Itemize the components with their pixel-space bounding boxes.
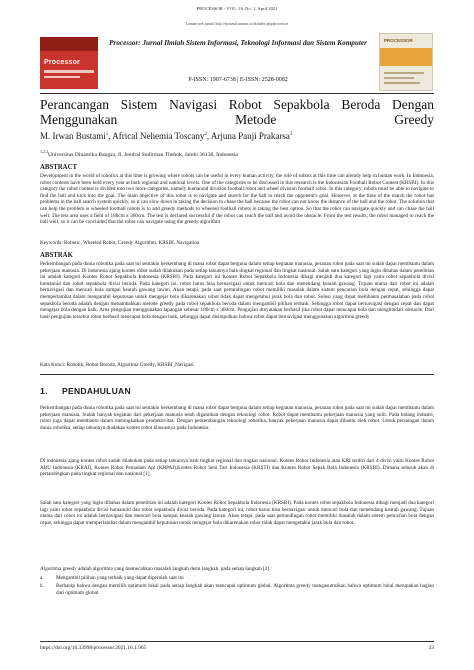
logo-text: Processor bbox=[44, 59, 81, 66]
affiliation-text: Universitas Dinamika Bangsa, Jl. Jendral Sudirman Thehok, Jambi 36138, Indonesia bbox=[48, 151, 238, 158]
intro-paragraph-4: Algoritma greedy adalah algoritma yang memecahkan masalah langkah demi langkah, pada setiap langkah [2] : bbox=[40, 566, 272, 572]
journal-issn: P-ISSN: 1907-6738 | E-ISSN: 2528-0082 bbox=[188, 77, 288, 83]
author-affiliation bbox=[40, 149, 434, 158]
intro-paragraph-3: Salah satu kategori yang ingin dibahas dalam penelitian ini adalah kategori Kontes Robot Sepakbola Indonesia (KRSBI). Pada kontes robot sepakbola Indonesia dibagi menjadi dua kategori lagi yaitu robot sepakbola divisi humanoid dan robot sepakbola divisi beroda. Pada kategori ini, robot harus bisa bernavigasi untuk mencari bola dan menendang kearah gawang. Tujuan utama dari robot ini adalah bernavigasi dan mencari bola sampai kearah gawang lawan. Akan tetapi, pada saat pertandingan robot memiliki masalah dalam sistem pencarian bola dengan cepat, sehingga dapat memperlambat dalam mengambil keputusan untuk mengejar bola dikarenakan robot tidak dapat mengetahui jarak bola dan robot. bbox=[40, 500, 434, 526]
affiliation-sup: 1,2,3 bbox=[40, 149, 48, 154]
author-1-sup: 1 bbox=[105, 132, 109, 137]
cover-decor-line bbox=[384, 82, 420, 84]
author-3: , Arjuna Panji Prakarsa bbox=[206, 131, 290, 141]
cover-decor-line bbox=[384, 77, 414, 79]
list-item-marker: b. bbox=[40, 583, 44, 589]
page-number: 33 bbox=[428, 645, 434, 651]
abstrak-heading: ABSTRAK bbox=[40, 252, 73, 259]
author-2-sup: 2 bbox=[204, 132, 207, 137]
logo-decor-line bbox=[44, 76, 80, 78]
abstract-heading: ABSTRACT bbox=[40, 164, 78, 171]
footer-doi-link[interactable]: https://doi.org/10.33998/processor.2021.16.1.965 bbox=[40, 645, 147, 651]
cover-decor-line bbox=[384, 72, 424, 74]
abstract-divider bbox=[40, 374, 434, 375]
intro-paragraph-1: Perkembangan pada dunia robotika pada saat ini semakin berkembang di mana robot dapat berguna dalam setiap kegiatan manusia, peranan robot pada saat ini sudah dapat membantu dalam pekerjaan manusia. Sudah banyak kegiatan dari pekerjaan manusia telah digantikan dengan teknologi robot. Robot dapat membantu pekerjaan manusia yang sulit. Pada bidang industri, robot juga dapat membantu dalam meningkatkan produktivitas. Dengan perkembangan teknologi robotika, banyak pekerjaan manusia dapat dibantu oleh robot. Untuk persaingan dalam dunia robotika, setiap tahunnya diadakan kontes robot khususnya pada Indonesia. bbox=[40, 405, 434, 431]
logo-top-band bbox=[40, 37, 98, 51]
journal-title: Processor: Jurnal Ilmiah Sistem Informasi, Teknologi Informasi dan Sistem Komputer bbox=[109, 39, 367, 47]
cover-band bbox=[380, 48, 432, 66]
author-3-sup: 3 bbox=[289, 132, 293, 137]
section-heading bbox=[40, 386, 131, 396]
section-title: PENDAHULUAN bbox=[62, 386, 131, 396]
abstract-keywords: Keywords: Robotic, Wheeled Robot, Greedy Algorithm, KRSBI, Navigation bbox=[40, 240, 200, 246]
list-item-text: Berharap bahwa dengan memilih optimum lokal pada setiap langkah akan mencapai optimum global. Algoritma greedy mengasumsikan bahwa optimum lokal merupakan bagian dari optimum global bbox=[56, 583, 434, 596]
cover-text: PROCESSOR bbox=[384, 38, 413, 43]
journal-logo bbox=[40, 37, 98, 89]
article-title: Perancangan Sistem Navigasi Robot Sepakbola Beroda Dengan Menggunakan Metode Greedy bbox=[40, 97, 434, 127]
journal-cover-image bbox=[379, 33, 433, 91]
author-1: M. Irwan Bustami bbox=[40, 131, 106, 141]
abstrak-text: Perkembangan pada dunia robotika pada saat ini semakin berkembang di mana robot dapat berguna dalam setiap kegiatan manusia, peranan robot pada saat ini sudah dapat membantu dalam pekerjaan manusia. Di indonesia ajang kontes robot sudah dilakukan pada setiap tahunnya baik tingkat regional dan tingkat nasional. Salah satu kategori yang ingin dibahas dalam penelitian ini adalah kategori Kontes Robot Sepakbola Indonesia (KRSBI). Pada kategori ini Kontes Robot Sepakbola Indonesia dibagi menjadi dua kategori lagi yaitu robot sepakbola divisi humanoid dan robot sepakbola divisi beroda. Pada kategori ini, robot harus bisa bernavigasi untuk mencari bola dan menendang kearah gawang. Tujuan utama dari robot ini adalah bernavigasi dan mencari bola sampai kearah gawang lawan. Akan tetapi, pada saat pertandingan robot memiliki masalah dalam sistem pencarian bola dengan cepat, sehingga dapat memperlambat dalam mengambil keputusan untuk mengejar bola dikarenakan robot tidak dapat mengetahui jarak bola dan robot. Solusi yang dapat membantu permasalahan pada robot sepakbola beroda adalah dengan menambahkan metode greedy pada robot sepakbola beroda dalam mengambil pilihan terbaik. Sehingga robot dapat bernavigasi dengan cepat dan dapat mengejar bola dengan baik. Area pengujian menggunakan lapangan sebesar 180cm x 360cm. Pengujian dinyatakan berhasil jika robot dapat mencapai bola dan menghindari obstacle. Dari hasil pengujian tersebut robot berhasil mencapai bola dengan baik, sehingga dapat disimpulkan bahwa robot dapat bernavigasi menggunakan algoritma greedy bbox=[40, 261, 434, 320]
article-authors bbox=[40, 131, 434, 141]
footer-divider bbox=[40, 641, 434, 642]
abstract-text: Development in the world of robotics at this time is growing where robots can be useful in every human activity, the role of robots at this time can already help in human work. In Indonesia, robot contests have been held every year at both regional and national levels. One of the categories to be discussed in this research is the Indonesian Football Robot Contest (KRSBI). In this category the robot contest is divided into two more categories, namely humanoid division football robot and wheel division football robot. In this category, robots must be able to navigate to find the ball and kick into the goal. The main objective of this robot is to navigate and search for the ball to reach the opponent's goal. However, at the time of the match the robot has problems in the ball search system quickly, so it can slow down in taking the decision to chase the ball because the robot can not know the distance of the ball and the robot. The solution that can help the problem is wheeled football robots is to add greedy methods to wheeled football robots in taking the best option. So that the robot can navigate quickly and can chase the ball well. The test area uses a field of 180cm x 360cm. The test is declared successful if the robot can reach the ball and avoid the obstacle. From the test results, the robot managed to reach the ball well, so it can be concluded that the robot can navigate using the greedy algorithm bbox=[40, 173, 435, 226]
logo-decor-line bbox=[44, 70, 94, 73]
section-number: 1. bbox=[40, 386, 48, 396]
header-divider bbox=[40, 93, 434, 94]
running-head: PROCESSOR - VOL. 16, No. 1, April 2021 bbox=[196, 6, 278, 11]
abstrak-keywords: Kata Kunci: Robotik, Robot Beroda, Algoritma Greedy, KRSBI ,Navigasi. bbox=[40, 362, 195, 368]
list-item-text: Mengambil pilihan yang terbaik yang dapat diperoleh saat itu bbox=[56, 575, 184, 581]
journal-url[interactable]: Laman web jurnal: http://ejournal.unama.ac.id/index.php/processor bbox=[185, 22, 289, 26]
author-2: , Africal Nehemia Toscany bbox=[108, 131, 205, 141]
intro-paragraph-2: Di indonesia ajang kontes robot sudah dilakukan pada setiap tahunnya baik tingkat regional dan tingkat nasional. Kontes Robot Indonesia atau KRI terdiri dari 4 divisi yaitu Kontes Robot ABU Indonesia (KRAI), Kontes Robot Pemadam Api (KRPAI),Kontes Robot Seni Tari Indonesia (KRSTI) dan Kontes Robot Sepak Bola Indonesia (KRSBI). Dimana seluruh akan di pertandingkan pada tingkat regional dan nasional [1]. bbox=[40, 458, 434, 478]
list-item-marker: a. bbox=[40, 575, 44, 581]
